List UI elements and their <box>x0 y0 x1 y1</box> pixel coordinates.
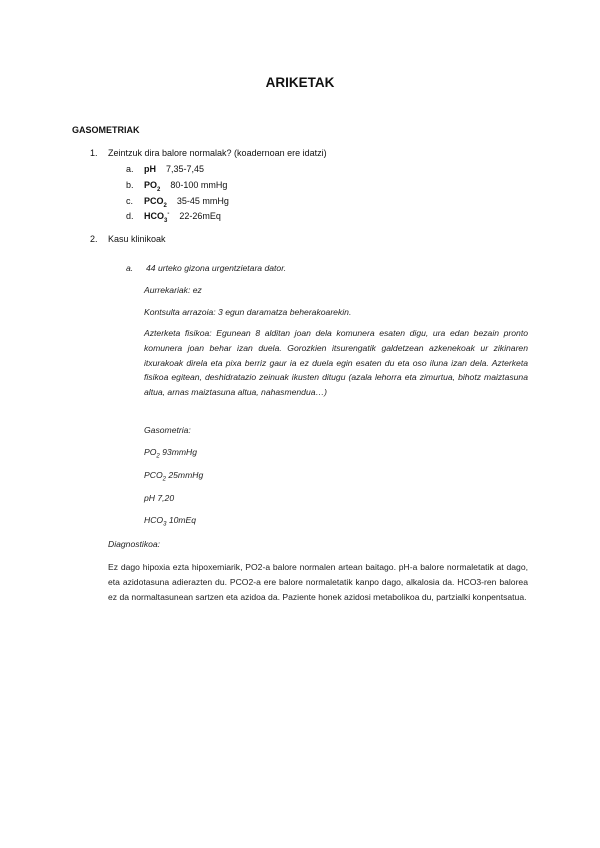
gasometria-label: Gasometria: <box>144 425 191 435</box>
section-heading: GASOMETRIAK <box>72 125 140 135</box>
aurrekariak-line: Aurrekariak: ez <box>144 285 202 295</box>
question-2-text: Kasu klinikoak <box>108 234 166 244</box>
page-title: ARIKETAK <box>265 75 335 90</box>
option-b-value: 80-100 mmHg <box>170 180 228 190</box>
option-b <box>144 180 227 193</box>
kontsulta-line: Kontsulta arrazoia: 3 egun daramatza beherakoarekin. <box>144 307 352 317</box>
option-a-value: 7,35-7,45 <box>166 164 205 174</box>
option-d-value: 22-26mEq <box>179 211 221 221</box>
option-c-value: 35-45 mmHg <box>176 196 229 206</box>
gas-ph: pH 7,20 <box>144 493 175 503</box>
option-a <box>144 164 204 174</box>
diagnostikoa-label: Diagnostikoa: <box>108 539 161 549</box>
option-d-letter: d. <box>126 211 134 221</box>
option-c-letter: c. <box>126 196 134 206</box>
question-2-number: 2. <box>90 234 98 244</box>
option-c-name: PCO <box>144 196 164 206</box>
option-c <box>144 196 229 209</box>
option-d <box>144 211 221 224</box>
question-1-text: Zeintzuk dira balore normalak? (koadernoan ere idatzi) <box>108 148 327 158</box>
option-c-sub: 2 <box>163 202 167 209</box>
option-b-sub: 2 <box>157 186 161 193</box>
option-a-name: pH <box>144 164 156 174</box>
option-d-sup: - <box>167 211 170 217</box>
option-b-name: PO <box>144 180 158 190</box>
option-d-sub: 3 <box>164 217 168 224</box>
diagnostikoa-paragraph: Ez dago hipoxia ezta hipoxemiarik, PO2-a balore normalen artean baitago. pH-a balore normaletatik at dago, eta azidotasuna adierazten du. PCO2-a ere balore normaletatik kanpo dago, alkalosia da. HCO3-ren balorea ez da normaltasunean sartzen eta azidoa da. Paziente honek azidosi metabolikoa du, partzialki konpentsatua. <box>108 562 528 602</box>
gas-hco3: $HCO_3$ 10mEq <box>144 515 197 528</box>
gas-pco2: $PCO_2$ 25mmHg <box>144 470 204 483</box>
gas-po2: $PO_2$ 93mmHg <box>144 447 198 460</box>
question-1-number: 1. <box>90 148 98 158</box>
option-d-name: HCO <box>144 211 164 221</box>
option-a-letter: a. <box>126 164 134 174</box>
case-text: 44 urteko gizona urgentzietara dator. <box>146 263 287 273</box>
azterketa-paragraph: Azterketa fisikoa: Egunean 8 alditan joan dela komunera esaten digu, ura edan bezain pronto komunera joan behar izan duela. Gorozkien itsurengatik galdetzean azkenekoak ur zikinaren itxurakoak direla eta pixa berriz gaur ia ez duela egin esaten du eta oso iluna izan dela. Azterketa fisikoa egitean, deshidratazio zeinuak ikusten ditugu (azala lehorra eta zimurtua, bihotz maiztasuna altua, arnas maiztasuna altua, nahasmendua…) <box>144 328 528 398</box>
case-letter: a. <box>126 263 134 273</box>
option-b-letter: b. <box>126 180 134 190</box>
